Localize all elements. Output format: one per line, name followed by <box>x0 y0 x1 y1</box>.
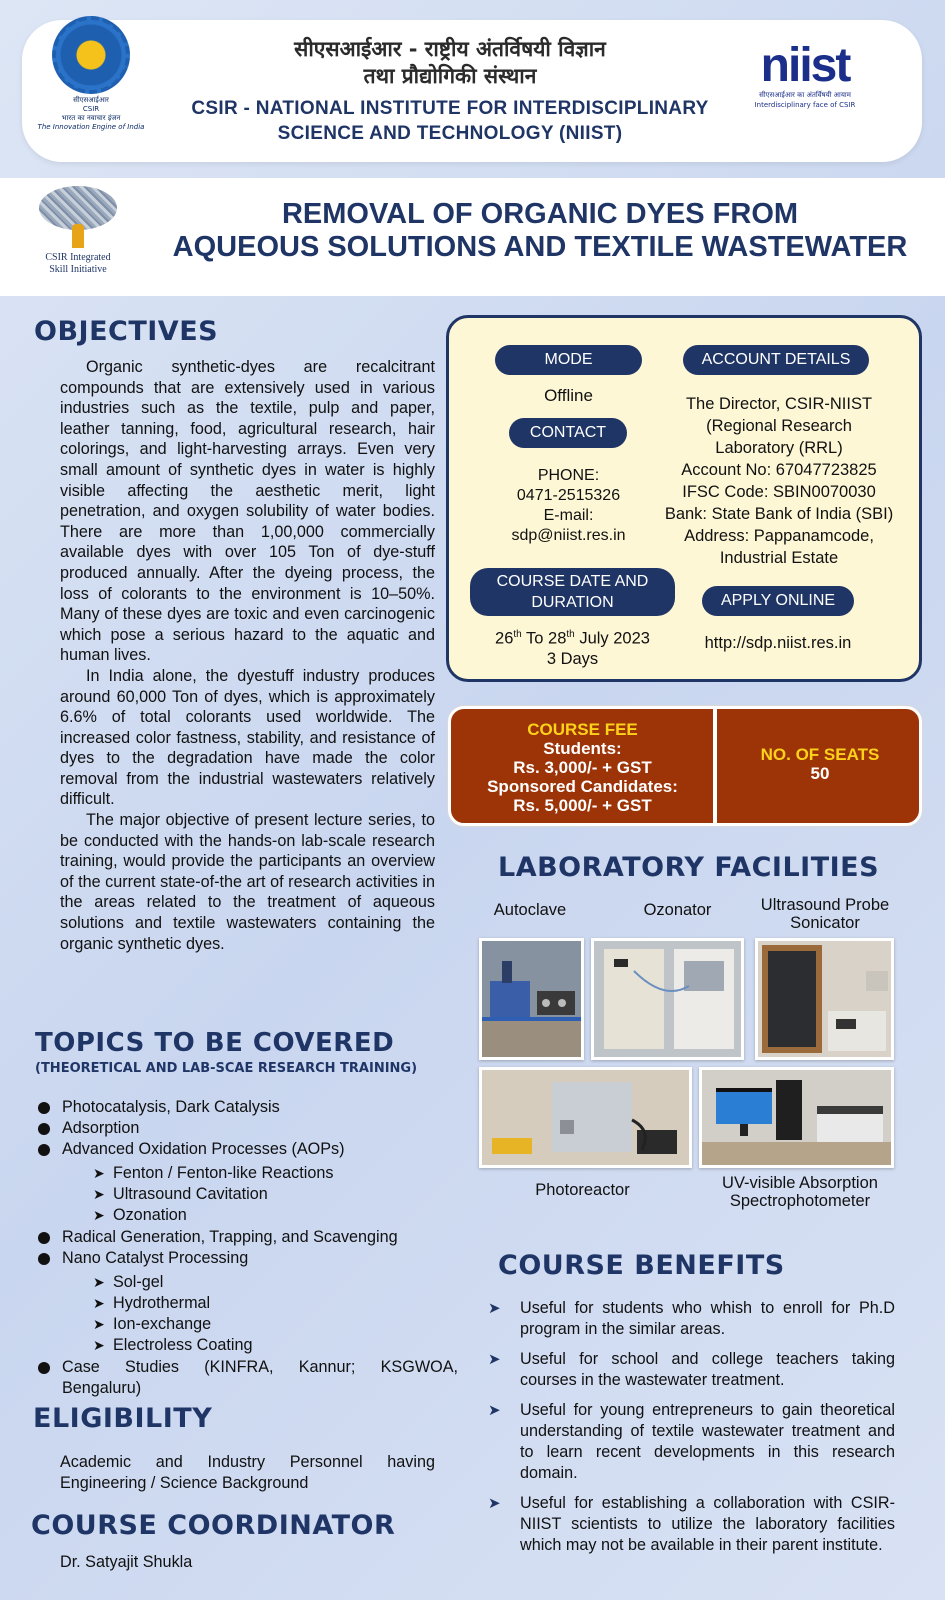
phone-value: 0471-2515326 <box>516 487 621 504</box>
account-line: (Regional Research <box>706 417 852 435</box>
benefit-item: ➤ Useful for students who whish to enroll for Ph.D program in the similar areas. <box>488 1299 895 1338</box>
apply-online-link[interactable]: http://sdp.niist.res.in <box>704 634 852 652</box>
spectrophotometer-label-line2: Spectrophotometer <box>729 1192 871 1210</box>
spectrophotometer-label-line1: UV-visible Absorption <box>722 1174 878 1192</box>
csir-logo-sub2: CSIR <box>82 105 100 113</box>
arrow-bullet-icon: ➤ <box>488 1495 501 1512</box>
ozonator-label: Ozonator <box>643 901 712 919</box>
institute-title-line2: SCIENCE AND TECHNOLOGY (NIIST) <box>277 123 623 144</box>
niist-logo-word: niist <box>760 39 850 92</box>
mode-label: MODE <box>495 345 642 375</box>
apply-online-label: APPLY ONLINE <box>702 586 854 616</box>
account-line: Account No: 67047723825 <box>681 461 877 479</box>
account-line: Laboratory (RRL) <box>715 439 843 457</box>
sonicator-photo <box>755 938 894 1060</box>
bullet-icon <box>38 1144 50 1156</box>
topic-subitem: ➤ Fenton / Fenton-like Reactions <box>93 1164 334 1182</box>
course-date-label <box>470 568 675 616</box>
skill-logo-line2: Skill Initiative <box>49 264 107 275</box>
niist-logo-sub1: सीएसआईआर का अंतर्विषयी आयाम <box>759 91 851 99</box>
topic-subitem: ➤ Hydrothermal <box>93 1294 211 1312</box>
institute-title <box>190 96 710 146</box>
csir-logo-sub3: भारत का नवाचार इंजन <box>61 114 121 122</box>
course-title <box>150 198 930 264</box>
topic-subitem: ➤ Sol-gel <box>93 1273 164 1291</box>
objectives-paragraph-1: Organic synthetic-dyes are recalcitrant compounds that are extensively used in various industries such as the textile, pulp and paper, leather tanning, food, agricultural research, hair colorings, and light-harvesting arrays. Even very small amount of synthetic dyes in water is highly visible affecting the aesthetic merit, light penetration, and oxygen solubility of water bodies. There are more than 1,00,000 commercially available dyes with over 105 Ton of dye-stuff produced annually. After the dyeing process, the loss of colorants to the environment is 10–50%. Many of these dyes are toxic and even carcinogenic which pose a serious hazard to the aquatic and human lives. <box>60 358 435 665</box>
objectives-paragraph-2: In India alone, the dyestuff industry produces around 60,000 Ton of dyes, which is approximately 6.6% of total colorants used worldwide. The increased color fastness, stability, and resistance of dyes to the degradation have made the color removal from the industrial wastewaters relatively difficult. <box>60 666 435 809</box>
skill-logo-line1: CSIR Integrated <box>45 252 111 263</box>
students-fee-label: Students: <box>543 739 622 758</box>
students-fee-value: Rs. 3,000/- + GST <box>513 758 652 777</box>
topic-subitem: ➤ Ozonation <box>93 1206 187 1224</box>
course-title-line2: AQUEOUS SOLUTIONS AND TEXTILE WASTEWATER <box>172 231 908 263</box>
lab-facilities-heading: LABORATORY FACILITIES <box>498 852 880 883</box>
course-date-range: 26th To 28th July 2023 <box>495 629 650 648</box>
account-line: Bank: State Bank of India (SBI) <box>664 505 894 523</box>
hindi-title-line1: सीएसआईआर - राष्ट्रीय अंतर्विषयी विज्ञान <box>294 37 606 61</box>
bullet-icon <box>38 1362 50 1374</box>
arrow-bullet-icon: ➤ <box>488 1402 501 1419</box>
course-date-label-line2: DURATION <box>531 594 614 611</box>
mode-value: Offline <box>544 386 593 405</box>
bullet-icon <box>38 1102 50 1114</box>
sponsored-fee-label: Sponsored Candidates: <box>487 777 678 796</box>
topic-item: Radical Generation, Trapping, and Scavenging <box>38 1227 458 1248</box>
topic-subitem: ➤ Ultrasound Cavitation <box>93 1185 268 1203</box>
topic-item: Adsorption <box>38 1118 458 1139</box>
course-duration: 3 Days <box>546 649 599 668</box>
sonicator-label <box>745 896 905 932</box>
autoclave-photo <box>479 938 584 1060</box>
topics-list <box>38 1097 458 1399</box>
fee-divider <box>713 706 717 826</box>
course-title-line1: REMOVAL OF ORGANIC DYES FROM <box>281 198 799 230</box>
spectrophotometer-label <box>700 1174 900 1210</box>
topic-item: Photocatalysis, Dark Catalysis <box>38 1097 458 1118</box>
spectrophotometer-photo <box>699 1067 894 1168</box>
coordinator-name: Dr. Satyajit Shukla <box>60 1553 193 1571</box>
topics-subheading: (THEORETICAL AND LAB-SCAE RESEARCH TRAINING) <box>35 1061 418 1076</box>
niist-logo-sub2: Interdisciplinary face of CSIR <box>754 101 856 109</box>
arrow-bullet-icon: ➤ <box>488 1351 501 1368</box>
contact-details <box>490 466 647 546</box>
benefit-item: ➤ Useful for establishing a collaboration with CSIR-NIIST scientists to utilize the laboratory facilities which may not be available in their parent institute. <box>488 1494 895 1554</box>
email-label: E-mail: <box>543 507 594 524</box>
account-line: Industrial Estate <box>719 549 839 567</box>
contact-label: CONTACT <box>509 418 627 448</box>
bullet-icon <box>38 1123 50 1135</box>
arrow-bullet-icon: ➤ <box>93 1207 105 1223</box>
institute-title-line1: CSIR - NATIONAL INSTITUTE FOR INTERDISCIPLINARY <box>191 98 709 119</box>
account-details-label: ACCOUNT DETAILS <box>683 345 869 375</box>
arrow-bullet-icon: ➤ <box>488 1300 501 1317</box>
eligibility-text: Academic and Industry Personnel having Engineering / Science Background <box>60 1453 435 1492</box>
autoclave-label: Autoclave <box>493 901 567 919</box>
arrow-bullet-icon: ➤ <box>93 1186 105 1202</box>
course-dates <box>465 625 680 669</box>
seats-label: NO. OF SEATS <box>760 745 880 764</box>
topic-item: Nano Catalyst Processing <box>38 1248 458 1269</box>
account-line: Address: Pappanamcode, <box>684 527 874 545</box>
objectives-text <box>60 357 435 954</box>
objectives-heading: OBJECTIVES <box>34 316 219 347</box>
skill-initiative-logo <box>28 186 128 276</box>
seats <box>720 745 920 783</box>
arrow-bullet-icon: ➤ <box>93 1165 105 1181</box>
arrow-bullet-icon: ➤ <box>93 1337 105 1353</box>
arrow-bullet-icon: ➤ <box>93 1274 105 1290</box>
course-fee <box>455 720 710 815</box>
benefits-list <box>488 1298 895 1565</box>
account-line: IFSC Code: SBIN0070030 <box>682 483 876 501</box>
niist-logo <box>730 39 880 110</box>
benefits-heading: COURSE BENEFITS <box>498 1250 785 1281</box>
email-value[interactable]: sdp@niist.res.in <box>511 527 626 544</box>
topic-item: Case Studies (KINFRA, Kannur; KSGWOA, Bengaluru) <box>38 1357 458 1399</box>
coordinator-heading: COURSE COORDINATOR <box>31 1510 396 1541</box>
account-details <box>650 393 908 569</box>
csir-gear-logo-icon <box>52 16 130 94</box>
photoreactor-label: Photoreactor <box>535 1181 630 1199</box>
csir-logo-sub4: The Innovation Engine of India <box>37 123 145 131</box>
sponsored-fee-value: Rs. 5,000/- + GST <box>513 796 652 815</box>
skill-tree-icon <box>39 186 117 248</box>
bullet-icon <box>38 1253 50 1265</box>
topics-heading: TOPICS TO BE COVERED <box>35 1028 395 1058</box>
phone-label: PHONE: <box>537 467 600 484</box>
bullet-icon <box>38 1232 50 1244</box>
course-date-label-line1: COURSE DATE AND <box>496 573 649 590</box>
hindi-title <box>190 36 710 90</box>
account-line: The Director, CSIR-NIIST <box>685 395 873 413</box>
sonicator-label-line1: Ultrasound Probe <box>760 896 890 914</box>
benefit-item: ➤ Useful for young entrepreneurs to gain theoretical understanding of textile wastewater treatment and to learn recent developments in this research domain. <box>488 1401 895 1482</box>
seats-value: 50 <box>810 764 830 783</box>
hindi-title-line2: तथा प्रौद्योगिकी संस्थान <box>363 64 537 88</box>
course-fee-heading: COURSE FEE <box>527 720 638 739</box>
csir-logo-sub1: सीएसआईआर <box>73 96 109 104</box>
benefit-item: ➤ Useful for school and college teachers taking courses in the wastewater treatment. <box>488 1350 895 1389</box>
eligibility-heading: ELIGIBILITY <box>33 1403 213 1434</box>
sonicator-label-line2: Sonicator <box>790 914 860 932</box>
arrow-bullet-icon: ➤ <box>93 1295 105 1311</box>
topic-subitem: ➤ Electroless Coating <box>93 1336 253 1354</box>
csir-logo <box>36 16 146 132</box>
topic-item: Advanced Oxidation Processes (AOPs) <box>38 1139 458 1160</box>
ozonator-photo <box>591 938 744 1060</box>
photoreactor-photo <box>479 1067 692 1168</box>
objectives-paragraph-3: The major objective of present lecture series, to be conducted with the hands-on lab-scale research training, would provide the participants an overview of the current state-of-the art of research activities in the areas related to the treatment of aqueous solutions and textile wastewaters containing the organic synthetic dyes. <box>60 811 435 953</box>
topic-subitem: ➤ Ion-exchange <box>93 1315 212 1333</box>
arrow-bullet-icon: ➤ <box>93 1316 105 1332</box>
